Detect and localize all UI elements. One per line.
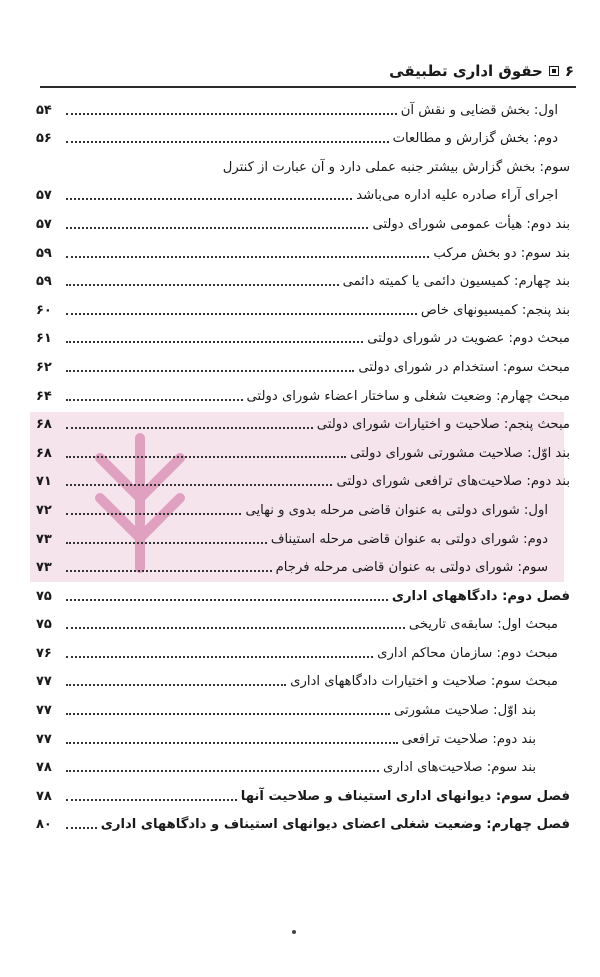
toc-entry-title: بند سوم: دو بخش مرکب bbox=[433, 245, 570, 261]
toc-entry-page: ۸۰ bbox=[36, 817, 52, 833]
toc-dot-leader bbox=[66, 456, 346, 458]
toc-entry-title: فصل سوم: دیوانهای اداری استیناف و صلاحیت آنها bbox=[240, 788, 570, 804]
footer-dot bbox=[292, 930, 296, 934]
toc-entry bbox=[36, 208, 570, 237]
toc-entry bbox=[36, 466, 570, 495]
toc-entry bbox=[36, 294, 570, 323]
toc-entry-page: ۶۱ bbox=[36, 331, 52, 347]
toc-entry bbox=[36, 723, 570, 752]
toc-entry-title: بند اوّل: صلاحیت مشورتی bbox=[393, 703, 536, 719]
header-title: حقوق اداری تطبیقی bbox=[389, 62, 543, 80]
toc-dot-leader bbox=[66, 827, 97, 829]
toc-dot-leader bbox=[66, 427, 313, 429]
toc-entry bbox=[36, 409, 570, 438]
toc-entry-title: مبحث دوم: سازمان محاکم اداری bbox=[377, 645, 558, 661]
toc-entry-title: اول: بخش قضایی و نقش آن bbox=[400, 102, 558, 118]
toc-entry-page: ۵۴ bbox=[36, 102, 52, 118]
toc-entry bbox=[36, 266, 570, 295]
toc-entry-page: ۷۲ bbox=[36, 502, 52, 518]
toc-dot-leader bbox=[66, 627, 405, 629]
header-page-number: ۶ bbox=[564, 62, 574, 80]
toc-entry-title: سوم: شورای دولتی به عنوان قاضی مرحله فرجام bbox=[275, 560, 548, 576]
toc-dot-leader bbox=[66, 227, 368, 229]
toc-entry bbox=[36, 323, 570, 352]
toc-entry-page: ۶۴ bbox=[36, 388, 52, 404]
square-bullet-icon bbox=[549, 66, 559, 76]
toc-entry-page: ۷۷ bbox=[36, 674, 52, 690]
toc-dot-leader bbox=[66, 770, 379, 772]
toc-entry bbox=[36, 637, 570, 666]
toc-entry bbox=[36, 380, 570, 409]
header-divider bbox=[40, 86, 576, 88]
toc-entry bbox=[36, 694, 570, 723]
toc-entry-title: مبحث چهارم: وضعیت شغلی و ساختار اعضاء شورای دولتی bbox=[246, 388, 570, 404]
toc-dot-leader bbox=[66, 256, 429, 258]
toc-dot-leader bbox=[66, 484, 332, 486]
toc-entry-title: مبحث سوم: استخدام در شورای دولتی bbox=[358, 359, 570, 375]
toc-entry-page: ۵۶ bbox=[36, 131, 52, 147]
toc-entry bbox=[36, 437, 570, 466]
toc-entry-title: سوم: بخش گزارش بیشتر جنبه عملی دارد و آن عبارت از کنترل bbox=[222, 159, 570, 175]
toc-entry-title: بند اوّل: صلاحیت مشورتی شورای دولتی bbox=[350, 445, 570, 461]
toc-entry-page: ۷۷ bbox=[36, 703, 52, 719]
toc-entry-title: مبحث اول: سابقه‌ی تاریخی bbox=[408, 617, 558, 633]
toc-entry-page: ۷۶ bbox=[36, 645, 52, 661]
toc-entry-title: بند دوم: صلاحیت‌های ترافعی شورای دولتی bbox=[336, 474, 570, 490]
toc-entry-title: مبحث سوم: صلاحیت و اختیارات دادگاههای اداری bbox=[290, 674, 558, 690]
toc-entry bbox=[36, 809, 570, 838]
toc-entry-title: اجرای آراء صادره علیه اداره می‌باشد bbox=[356, 188, 558, 204]
toc-entry-page: ۷۷ bbox=[36, 731, 52, 747]
toc-entry-page: ۶۲ bbox=[36, 359, 52, 375]
toc-dot-leader bbox=[66, 742, 398, 744]
toc-entry-page: ۷۳ bbox=[36, 560, 52, 576]
toc-entry-title: بند پنجم: کمیسیونهای خاص bbox=[420, 302, 570, 318]
toc-entry-page: ۷۱ bbox=[36, 474, 52, 490]
toc-entry-title: مبحث دوم: عضویت در شورای دولتی bbox=[367, 331, 570, 347]
toc-dot-leader bbox=[66, 399, 243, 401]
toc-entry-page: ۷۵ bbox=[36, 617, 52, 633]
toc-entry bbox=[36, 552, 570, 581]
toc-entry-title: دوم: شورای دولتی به عنوان قاضی مرحله استیناف bbox=[270, 531, 548, 547]
toc-entry bbox=[36, 123, 570, 152]
toc-entry bbox=[36, 94, 570, 123]
toc-entry-title: بند سوم: صلاحیت‌های اداری bbox=[383, 760, 536, 776]
toc-dot-leader bbox=[66, 656, 373, 658]
toc-entry-page: ۶۸ bbox=[36, 445, 52, 461]
toc-dot-leader bbox=[66, 370, 354, 372]
toc-entry bbox=[36, 494, 570, 523]
toc-entry-page: ۶۰ bbox=[36, 302, 52, 318]
toc-dot-leader bbox=[66, 141, 389, 143]
toc-entry bbox=[36, 180, 570, 209]
toc-entry-page: ۶۸ bbox=[36, 417, 52, 433]
toc-entry-page: ۷۳ bbox=[36, 531, 52, 547]
toc-entry bbox=[36, 609, 570, 638]
toc-entry-title: بند چهارم: کمیسیون دائمی یا کمیته دائمی bbox=[342, 274, 570, 290]
toc-entry-page: ۵۹ bbox=[36, 245, 52, 261]
toc-entry bbox=[36, 666, 570, 695]
toc-dot-leader bbox=[66, 198, 352, 200]
toc-entry-title: فصل چهارم: وضعیت شغلی اعضای دیوانهای استیناف و دادگاههای اداری bbox=[100, 817, 570, 833]
toc-dot-leader bbox=[66, 599, 388, 601]
toc-entry-title: بند دوم: صلاحیت ترافعی bbox=[401, 731, 536, 747]
page-header bbox=[389, 62, 574, 80]
toc-dot-leader bbox=[66, 284, 339, 286]
toc-dot-leader bbox=[66, 570, 272, 572]
table-of-contents bbox=[36, 94, 570, 837]
toc-entry-page: ۷۵ bbox=[36, 588, 52, 604]
toc-entry bbox=[36, 237, 570, 266]
toc-entry bbox=[36, 151, 570, 180]
toc-entry-title: اول: شورای دولتی به عنوان قاضی مرحله بدوی و نهایی bbox=[245, 502, 548, 518]
toc-entry-page: ۵۷ bbox=[36, 188, 52, 204]
toc-entry-title: دوم: بخش گزارش و مطالعات bbox=[392, 131, 558, 147]
toc-dot-leader bbox=[66, 713, 390, 715]
toc-dot-leader bbox=[66, 313, 417, 315]
toc-entry bbox=[36, 752, 570, 781]
toc-entry-title: مبحث پنجم: صلاحیت و اختیارات شورای دولتی bbox=[316, 417, 570, 433]
toc-dot-leader bbox=[66, 799, 237, 801]
toc-entry-title: بند دوم: هیأت عمومی شورای دولتی bbox=[372, 216, 570, 232]
toc-entry bbox=[36, 523, 570, 552]
toc-entry bbox=[36, 780, 570, 809]
toc-dot-leader bbox=[66, 113, 397, 115]
toc-dot-leader bbox=[66, 684, 286, 686]
toc-entry bbox=[36, 580, 570, 609]
toc-entry-page: ۷۸ bbox=[36, 788, 52, 804]
toc-dot-leader bbox=[66, 542, 267, 544]
toc-entry bbox=[36, 351, 570, 380]
toc-entry-page: ۵۹ bbox=[36, 274, 52, 290]
toc-dot-leader bbox=[66, 513, 241, 515]
toc-entry-title: فصل دوم: دادگاههای اداری bbox=[391, 588, 570, 604]
toc-dot-leader bbox=[66, 341, 363, 343]
toc-entry-page: ۵۷ bbox=[36, 216, 52, 232]
toc-entry-page: ۷۸ bbox=[36, 760, 52, 776]
